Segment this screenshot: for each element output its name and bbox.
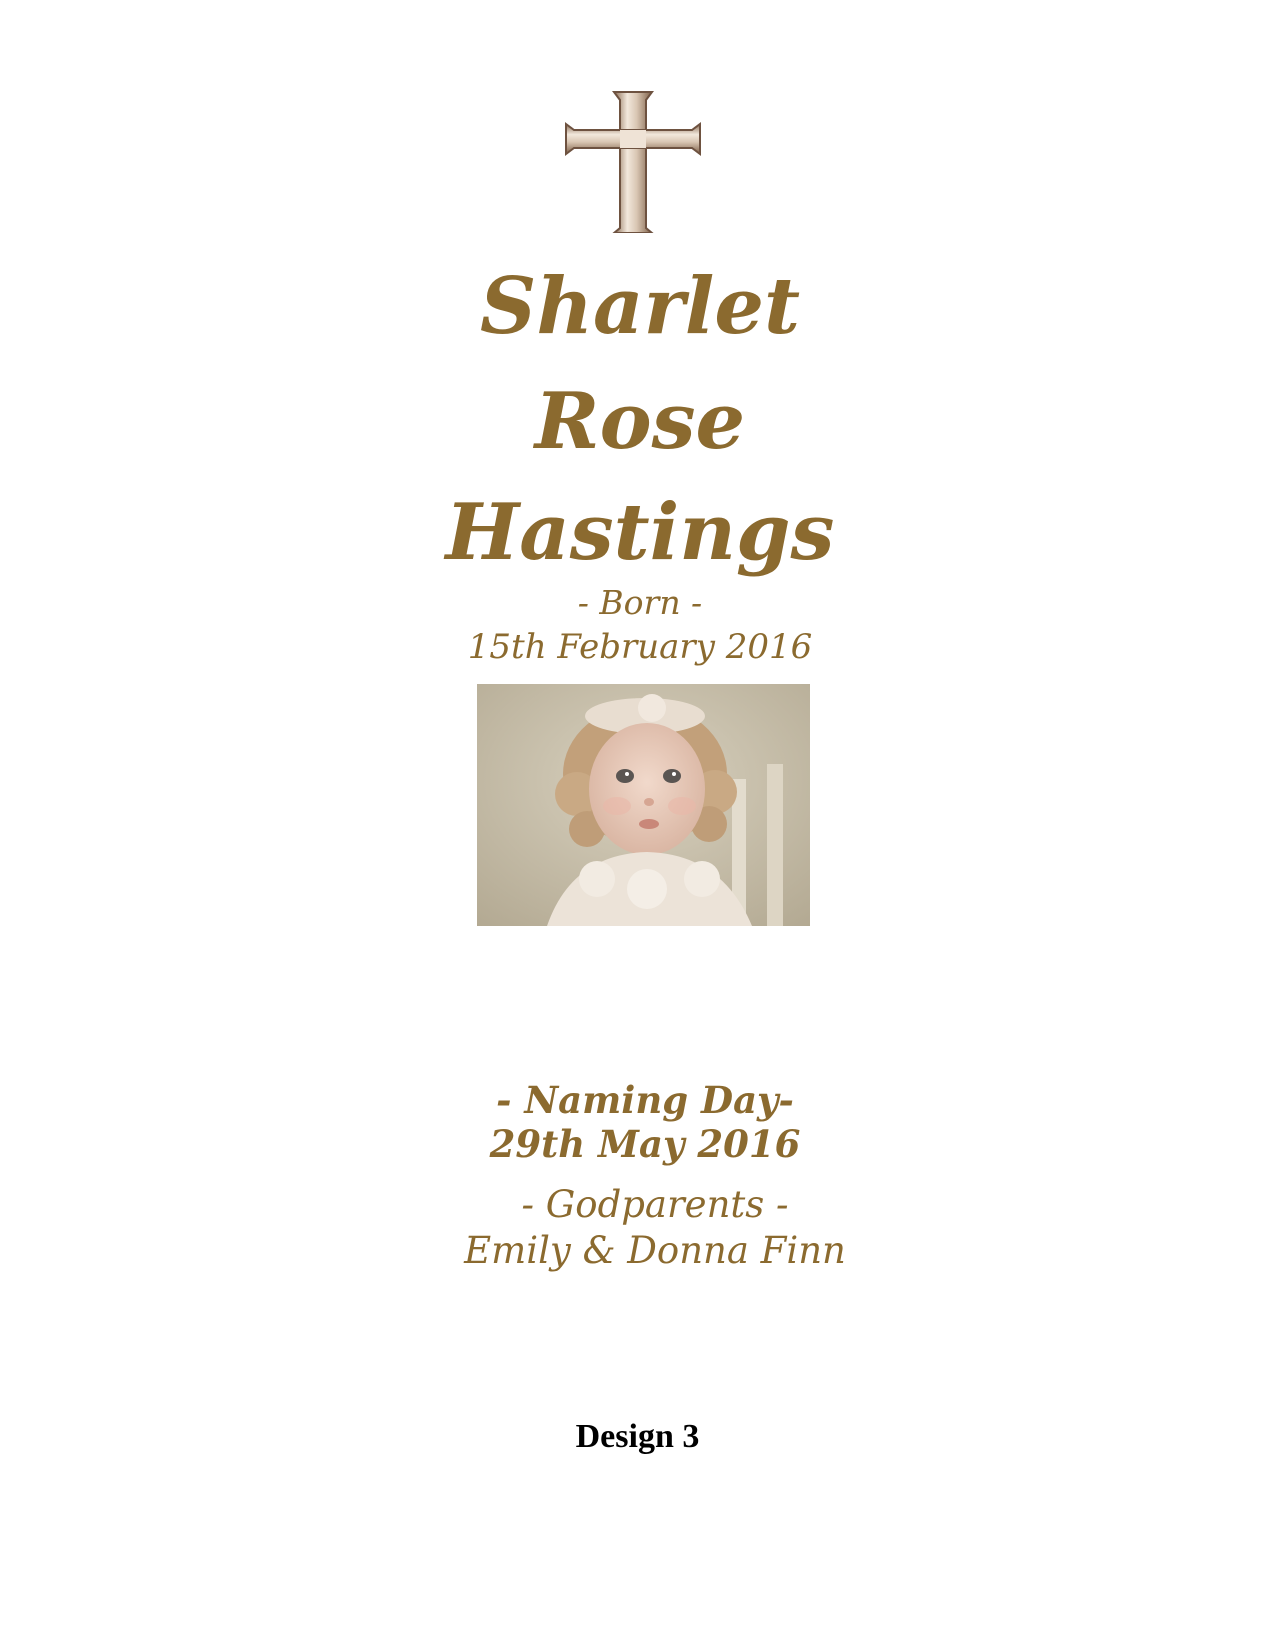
cross-icon <box>564 88 702 233</box>
godparents-names: Emily & Donna Finn <box>464 1229 846 1272</box>
design-label: Design 3 <box>575 1418 700 1455</box>
child-middle-name: Rose <box>534 376 746 467</box>
baby-portrait-photo <box>477 684 810 926</box>
godparents-label: - Godparents - <box>521 1183 789 1226</box>
born-label: - Born - <box>577 583 703 622</box>
child-first-name: Sharlet <box>480 261 800 352</box>
born-date: 15th February 2016 <box>467 627 813 667</box>
child-last-name: Hastings <box>445 487 835 578</box>
naming-day-label: - Naming Day- <box>496 1078 794 1122</box>
naming-day-date: 29th May 2016 <box>489 1122 801 1166</box>
